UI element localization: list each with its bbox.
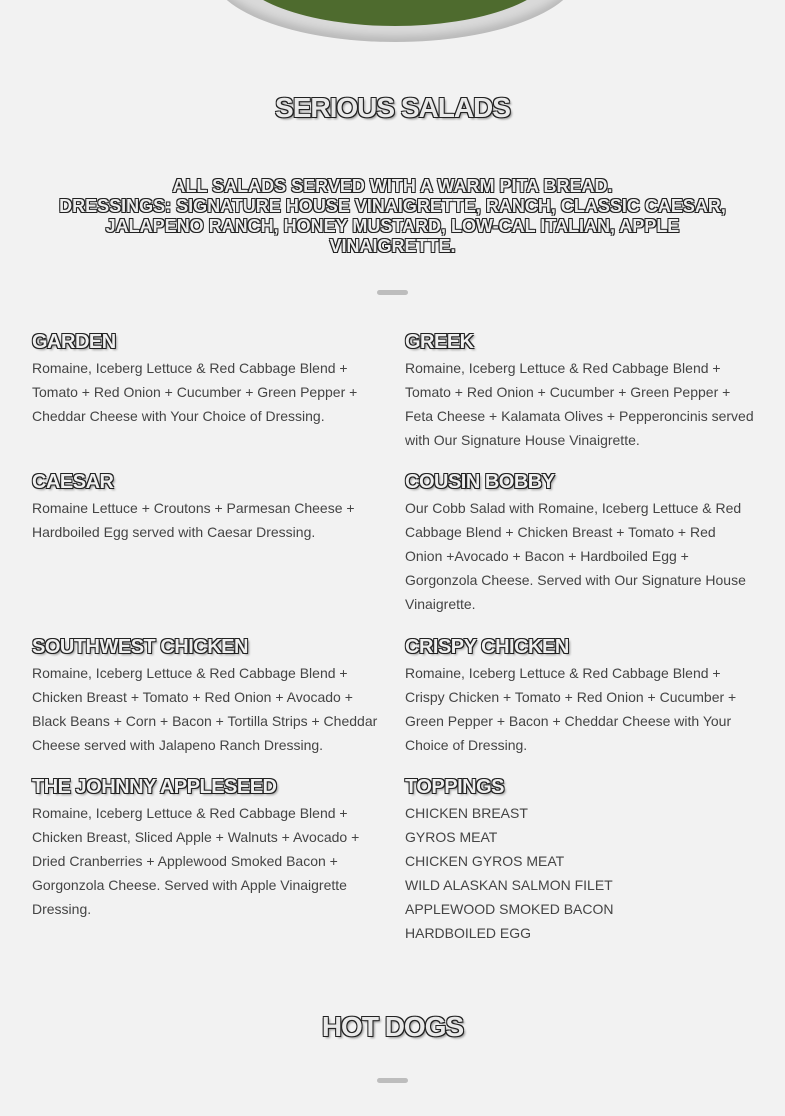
menu-item-description: Romaine, Iceberg Lettuce & Red Cabbage Blend + Crispy Chicken + Tomato + Red Onion + Cucumber + Green Pepper + Bacon + Cheddar Cheese with Your Choice of Dressing. (405, 665, 737, 753)
menu-item-southwest-chicken (32, 635, 382, 757)
toppings-title: TOPPINGS (405, 776, 504, 798)
salad-bowl-image (210, 0, 580, 42)
topping-item: GYROS MEAT (405, 829, 498, 845)
toppings-list (405, 775, 755, 945)
menu-item-caesar (32, 470, 382, 544)
menu-item-cousin-bobby (405, 470, 755, 616)
section-divider (377, 1078, 408, 1083)
salad-serving-note (55, 176, 730, 256)
menu-item-greek (405, 330, 755, 452)
menu-item-title: GREEK (405, 331, 474, 353)
menu-item-title: COUSIN BOBBY (405, 471, 555, 493)
menu-item-title: GARDEN (32, 331, 116, 353)
topping-item: APPLEWOOD SMOKED BACON (405, 901, 614, 917)
topping-item: HARDBOILED EGG (405, 925, 532, 941)
menu-item-crispy-chicken (405, 635, 755, 757)
menu-item-title: SOUTHWEST CHICKEN (32, 636, 248, 658)
menu-item-title: CRISPY CHICKEN (405, 636, 569, 658)
section-divider (377, 290, 408, 295)
menu-item-description: Romaine, Iceberg Lettuce & Red Cabbage Blend + Chicken Breast + Tomato + Red Onion + Avocado + Black Beans + Corn + Bacon + Tortilla Strips + Cheddar Cheese served with Jalapeno Ranch Dressing. (32, 665, 378, 753)
topping-item: CHICKEN BREAST (405, 805, 528, 821)
menu-item-description: Our Cobb Salad with Romaine, Iceberg Lettuce & Red Cabbage Blend + Chicken Breast + Tomato + Red Onion +Avocado + Bacon + Hardboiled Egg + Gorgonzola Cheese. Served with Our Signature House Vinaigrette. (405, 500, 746, 612)
menu-item-description: Romaine, Iceberg Lettuce & Red Cabbage Blend + Chicken Breast, Sliced Apple + Walnuts + Avocado + Dried Cranberries + Applewood Smoked Bacon + Gorgonzola Cheese. Served with Apple Vinaigrette Dressing. (32, 805, 360, 917)
menu-item-description: Romaine Lettuce + Croutons + Parmesan Cheese + Hardboiled Egg served with Caesar Dressing. (32, 500, 355, 540)
topping-item: CHICKEN GYROS MEAT (405, 853, 565, 869)
dressings-note: DRESSINGS: SIGNATURE HOUSE VINAIGRETTE, RANCH, CLASSIC CAESAR, JALAPENO RANCH, HONEY MUSTARD, LOW-CAL ITALIAN, APPLE VINAIGRETTE. (59, 196, 726, 256)
menu-item-description: Romaine, Iceberg Lettuce & Red Cabbage Blend + Tomato + Red Onion + Cucumber + Green Pepper + Feta Cheese + Kalamata Olives + Pepperoncinis served with Our Signature House Vinaigrette. (405, 360, 754, 448)
menu-item-garden (32, 330, 382, 428)
menu-item-title: THE JOHNNY APPLESEED (32, 776, 277, 798)
menu-item-description: Romaine, Iceberg Lettuce & Red Cabbage Blend + Tomato + Red Onion + Cucumber + Green Pepper + Cheddar Cheese with Your Choice of Dressing. (32, 360, 358, 424)
pita-note: ALL SALADS SERVED WITH A WARM PITA BREAD. (172, 176, 613, 196)
section-title-hot-dogs: HOT DOGS (321, 1011, 464, 1042)
menu-item-johnny-appleseed (32, 775, 382, 921)
section-title-salads: SERIOUS SALADS (275, 92, 510, 123)
menu-item-title: CAESAR (32, 471, 114, 493)
topping-item: WILD ALASKAN SALMON FILET (405, 877, 613, 893)
